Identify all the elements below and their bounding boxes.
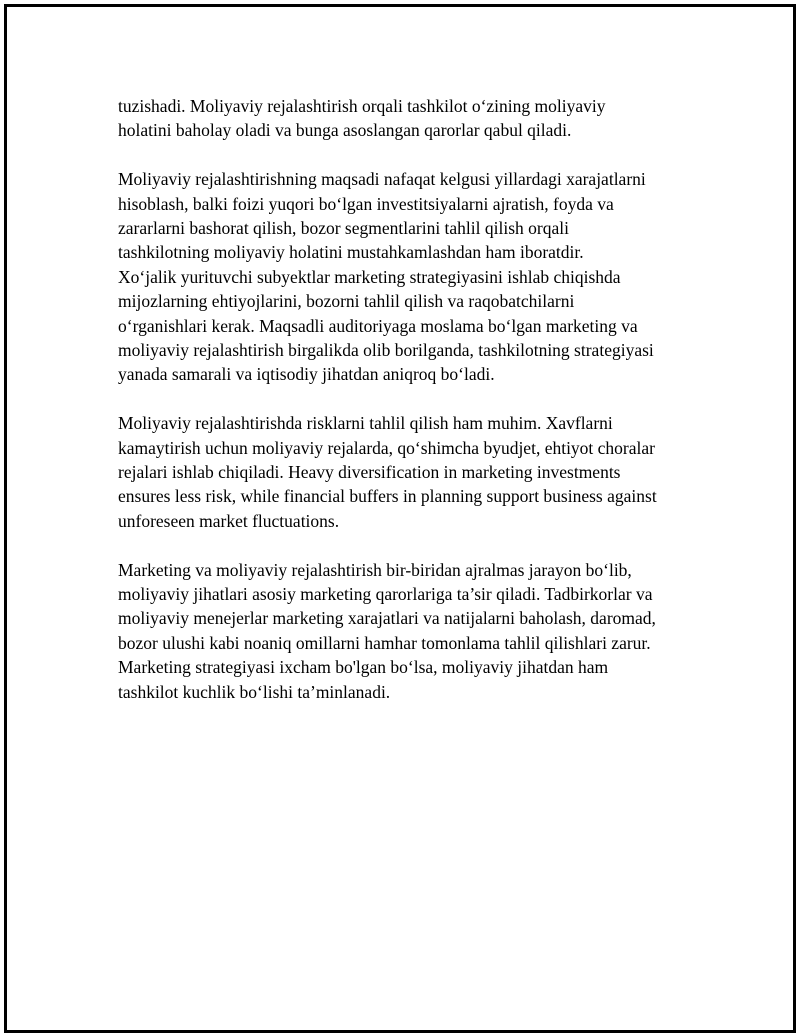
text-line: Marketing va moliyaviy rejalashtirish bir-biridan ajralmas jarayon bo‘lib, <box>118 559 632 580</box>
text-line: kamaytirish uchun moliyaviy rejalarda, qo‘shimcha byudjet, ehtiyot choralar <box>118 437 655 458</box>
paragraph <box>118 558 698 704</box>
text-line: Moliyaviy rejalashtirishda risklarni tahlil qilish ham muhim. Xavflarni <box>118 413 613 434</box>
text-line: unforeseen market fluctuations. <box>118 510 340 531</box>
paragraph-spacer <box>118 533 698 557</box>
document-body <box>118 94 698 704</box>
text-line: rejalari ishlab chiqiladi. Heavy diversification in marketing investments <box>118 462 621 483</box>
text-line: holatini baholay oladi va bunga asoslangan qarorlar qabul qiladi. <box>118 120 572 141</box>
paragraph-spacer <box>118 143 698 167</box>
text-line: zararlarni bashorat qilish, bozor segmentlarini tahlil qilish orqali <box>118 218 569 239</box>
text-line: tashkilot kuchlik bo‘lishi ta’minlanadi. <box>118 681 391 702</box>
paragraph <box>118 167 698 387</box>
text-line: o‘rganishlari kerak. Maqsadli auditoriyaga moslama bo‘lgan marketing va <box>118 315 638 336</box>
text-line: ensures less risk, while financial buffers in planning support business against <box>118 486 657 507</box>
text-line: Moliyaviy rejalashtirishning maqsadi nafaqat kelgusi yillardagi xarajatlarni <box>118 169 646 190</box>
text-line: yanada samarali va iqtisodiy jihatdan aniqroq bo‘ladi. <box>118 364 495 385</box>
text-line: moliyaviy menejerlar marketing xarajatlari va natijalarni baholash, daromad, <box>118 608 656 629</box>
text-line: moliyaviy rejalashtirish birgalikda olib borilganda, tashkilotning strategiyasi <box>118 340 654 361</box>
text-line: tashkilotning moliyaviy holatini mustahkamlashdan ham iboratdir. <box>118 242 584 263</box>
paragraph-spacer <box>118 387 698 411</box>
text-line: mijozlarning ehtiyojlarini, bozorni tahlil qilish va raqobatchilarni <box>118 291 575 312</box>
text-line: Marketing strategiyasi ixcham bo'lgan bo‘lsa, moliyaviy jihatdan ham <box>118 657 609 678</box>
text-line: Xo‘jalik yurituvchi subyektlar marketing strategiyasini ishlab chiqishda <box>118 266 621 287</box>
text-line: moliyaviy jihatlari asosiy marketing qarorlariga ta’sir qiladi. Tadbirkorlar va <box>118 584 653 605</box>
paragraph <box>118 411 698 533</box>
paragraph <box>118 94 698 143</box>
text-line: tuzishadi. Moliyaviy rejalashtirish orqali tashkilot o‘zining moliyaviy <box>118 96 606 116</box>
text-line: hisoblash, balki foizi yuqori bo‘lgan investitsiyalarni ajratish, foyda va <box>118 193 614 214</box>
text-line: bozor ulushi kabi noaniq omillarni hamhar tomonlama tahlil qilishlari zarur. <box>118 632 651 653</box>
